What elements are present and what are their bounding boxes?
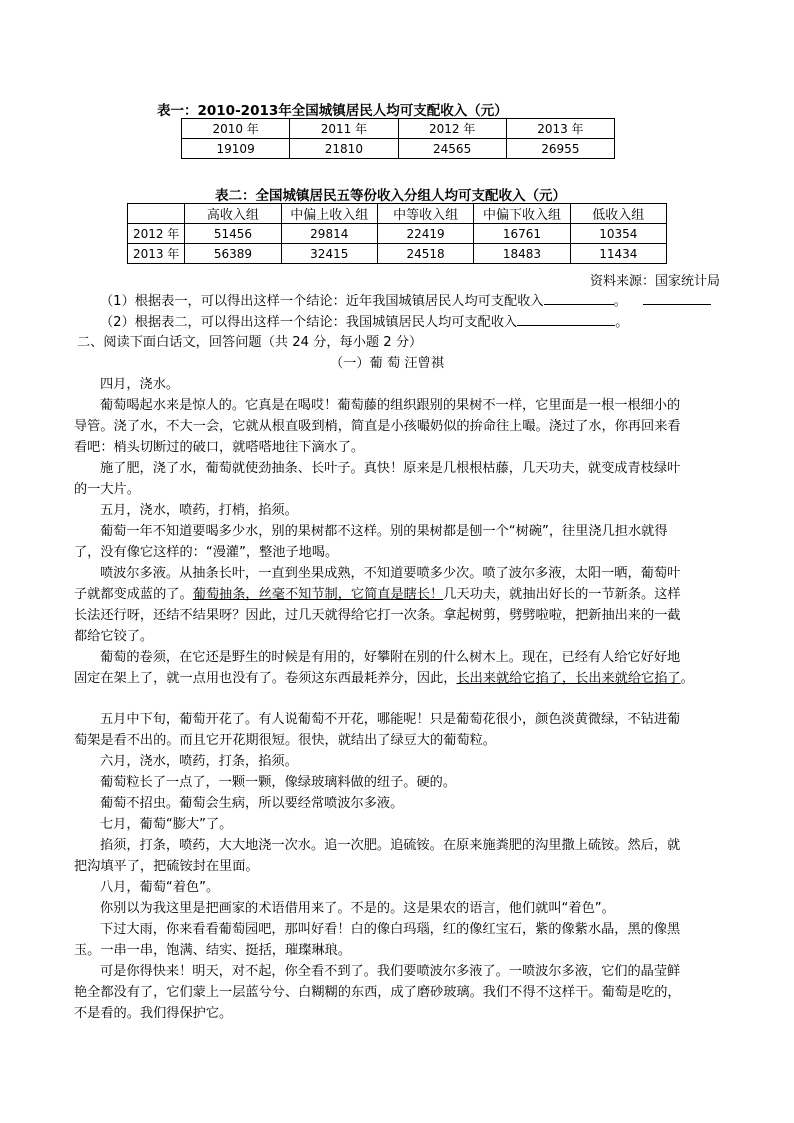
passage-line: 看吧：梢头切断过的破口，就嗒嗒地往下滴水了。	[74, 440, 365, 455]
passage-line: 都给它铰了。	[74, 629, 154, 644]
passage-line: 四月，浇水。	[100, 377, 180, 392]
table2-header-cell: 中偏下收入组	[474, 204, 570, 224]
passage-line: 你别以为我这里是把画家的术语借用来了。不是的。这是果农的语言，他们就叫“着色”。	[100, 901, 615, 916]
passage-line	[74, 585, 681, 605]
passage-line: 长法还行呀，还结不结果呀？因此，过几天就得给它打一次条。拿起树剪，劈劈啦啦，把新抽出来的一截	[74, 608, 681, 623]
table2-corner-cell	[128, 204, 185, 224]
answer-blank-1	[544, 291, 614, 305]
table2-row	[128, 244, 667, 264]
section-heading: 二、阅读下面白话文，回答问题（共 24 分，每小题 2 分）	[77, 335, 423, 350]
passage-line: 喷波尔多液。从抽条长叶，一直到坐果成熟，不知道要喷多少次。喷了波尔多液，太阳一晒，葡萄叶	[100, 566, 681, 581]
table2-value-cell: 16761	[474, 224, 570, 244]
table1-value-cell: 19109	[182, 139, 290, 159]
table2-value-cell: 29814	[281, 224, 377, 244]
passage-text: 。	[680, 671, 694, 686]
passage-line	[74, 669, 694, 689]
passage-line: 葡萄的卷须，在它还是野生的时候是有用的，好攀附在别的什么树木上。现在，已经有人给它好好地	[100, 650, 681, 665]
table1-value-cell: 24565	[398, 139, 506, 159]
table2-value-cell: 22419	[377, 224, 473, 244]
passage-line: 五月中下旬，葡萄开花了。有人说葡萄不开花，哪能呢！只是葡萄花很小，颜色淡黄微绿，不钻进葡	[100, 712, 681, 727]
table1-year-cell: 2011 年	[290, 119, 398, 139]
table2-row	[128, 224, 667, 244]
passage-line: 的一大片。	[74, 482, 140, 497]
passage-text: 几天功夫，就抽出好长的一节新条。这样	[443, 587, 681, 602]
passage-line: 玉。一串一串，饱满、结实、挺括，璀璨琳琅。	[74, 943, 351, 958]
table2-value-cell: 56389	[185, 244, 281, 264]
underlined-sentence-2: 长出来就给它掐了，长出来就给它掐了	[456, 671, 681, 686]
table2-value-cell: 51456	[185, 224, 281, 244]
passage-line: 把沟填平了，把硫铵封在里面。	[74, 859, 259, 874]
question-1-text: （1）根据表一，可以得出这样一个结论：近年我国城镇居民人均可支配收入	[100, 294, 544, 309]
question-2	[100, 312, 628, 333]
table1-year-cell: 2013 年	[506, 119, 614, 139]
answer-blank-1b	[643, 291, 711, 305]
passage-line: 导管。浇了水，不大一会，它就从根直吸到梢，简直是小孩嘬奶似的拚命往上嘬。浇过了水，你再回来看	[74, 419, 681, 434]
table2-value-cell: 11434	[570, 244, 666, 264]
passage-line: 八月，葡萄“着色”。	[100, 880, 220, 895]
question-2-end: 。	[615, 315, 629, 330]
passage-line: 七月，葡萄“膨大”了。	[100, 817, 233, 832]
table2-year-cell: 2012 年	[128, 224, 185, 244]
table2-header-cell: 中偏上收入组	[281, 204, 377, 224]
passage-title: （一）葡 萄 汪曾祺	[330, 356, 444, 371]
table1-value-row	[182, 139, 615, 159]
table2-header-row	[128, 204, 667, 224]
table2-header-cell: 高收入组	[185, 204, 281, 224]
table2-year-cell: 2013 年	[128, 244, 185, 264]
passage-line: 了，没有像它这样的：“漫灌”，整池子地喝。	[74, 545, 339, 560]
passage-line: 施了肥，浇了水，葡萄就使劲抽条、长叶子。真快！原来是几根根枯藤，几天功夫，就变成青枝绿叶	[100, 461, 681, 476]
table1-year-row	[182, 119, 615, 139]
passage-text: 固定在架上了，就一点用也没有了。卷须这东西最耗养分，因此，	[74, 671, 457, 686]
passage-line: 葡萄喝起水来是惊人的。它真是在喝哎！葡萄藤的组织跟别的果树不一样，它里面是一根一根细小的	[100, 398, 681, 413]
passage-line: 萄架是看不出的。而且它开花期很短。很快，就结出了绿豆大的葡萄粒。	[74, 733, 496, 748]
table2-title: 表二：全国城镇居民五等份收入分组人均可支配收入（元）	[215, 188, 566, 204]
passage-text: 子就都变成蓝的了。	[74, 587, 193, 602]
data-source: 资料来源：国家统计局	[590, 274, 721, 289]
passage-line: 下过大雨，你来看看葡萄园吧，那叫好看！白的像白玛瑙，红的像红宝石，紫的像紫水晶，黑的像黑	[100, 922, 681, 937]
question-1	[100, 291, 711, 312]
table1-year-cell: 2010 年	[182, 119, 290, 139]
passage-line: 葡萄粒长了一点了，一颗一颗，像绿玻璃料做的纽子。硬的。	[100, 775, 457, 790]
table2-value-cell: 24518	[377, 244, 473, 264]
passage-line: 不是看的。我们得保护它。	[74, 1006, 233, 1021]
question-2-text: （2）根据表二，可以得出这样一个结论：我国城镇居民人均可支配收入	[100, 315, 518, 330]
table2-value-cell: 18483	[474, 244, 570, 264]
table2-header-cell: 中等收入组	[377, 204, 473, 224]
passage-line: 可是你得快来！明天，对不起，你全看不到了。我们要喷波尔多液了。一喷波尔多液，它们的晶莹鲜	[100, 964, 681, 979]
table1-year-cell: 2012 年	[398, 119, 506, 139]
answer-blank-2	[517, 312, 615, 326]
underlined-sentence-1: 葡萄抽条，丝毫不知节制，它简直是瞎长！	[192, 587, 444, 602]
table1-value-cell: 21810	[290, 139, 398, 159]
passage-line: 掐须，打条，喷药，大大地浇一次水。追一次肥。追硫铵。在原来施粪肥的沟里撒上硫铵。然后，就	[100, 838, 681, 853]
table1-value-cell: 26955	[506, 139, 614, 159]
table2-value-cell: 32415	[281, 244, 377, 264]
passage-line: 五月，浇水，喷药，打梢，掐须。	[100, 503, 298, 518]
passage-line: 六月，浇水，喷药，打条，掐须。	[100, 754, 298, 769]
table1-title: 表一：2010-2013年全国城镇居民人均可支配收入（元）	[157, 103, 508, 119]
passage-line: 艳全都没有了，它们蒙上一层蓝兮兮、白糊糊的东西，成了磨砂玻璃。我们不得不这样干。葡萄是吃的，	[74, 985, 681, 1000]
question-1-end: 。	[613, 294, 627, 309]
table2-value-cell: 10354	[570, 224, 666, 244]
table2	[127, 203, 667, 264]
table1	[181, 118, 615, 159]
passage-line: 葡萄一年不知道要喝多少水，别的果树都不这样。别的果树都是刨一个“树碗”，往里浇几担水就得	[100, 524, 668, 539]
table2-header-cell: 低收入组	[570, 204, 666, 224]
passage-line: 葡萄不招虫。葡萄会生病，所以要经常喷波尔多液。	[100, 796, 404, 811]
